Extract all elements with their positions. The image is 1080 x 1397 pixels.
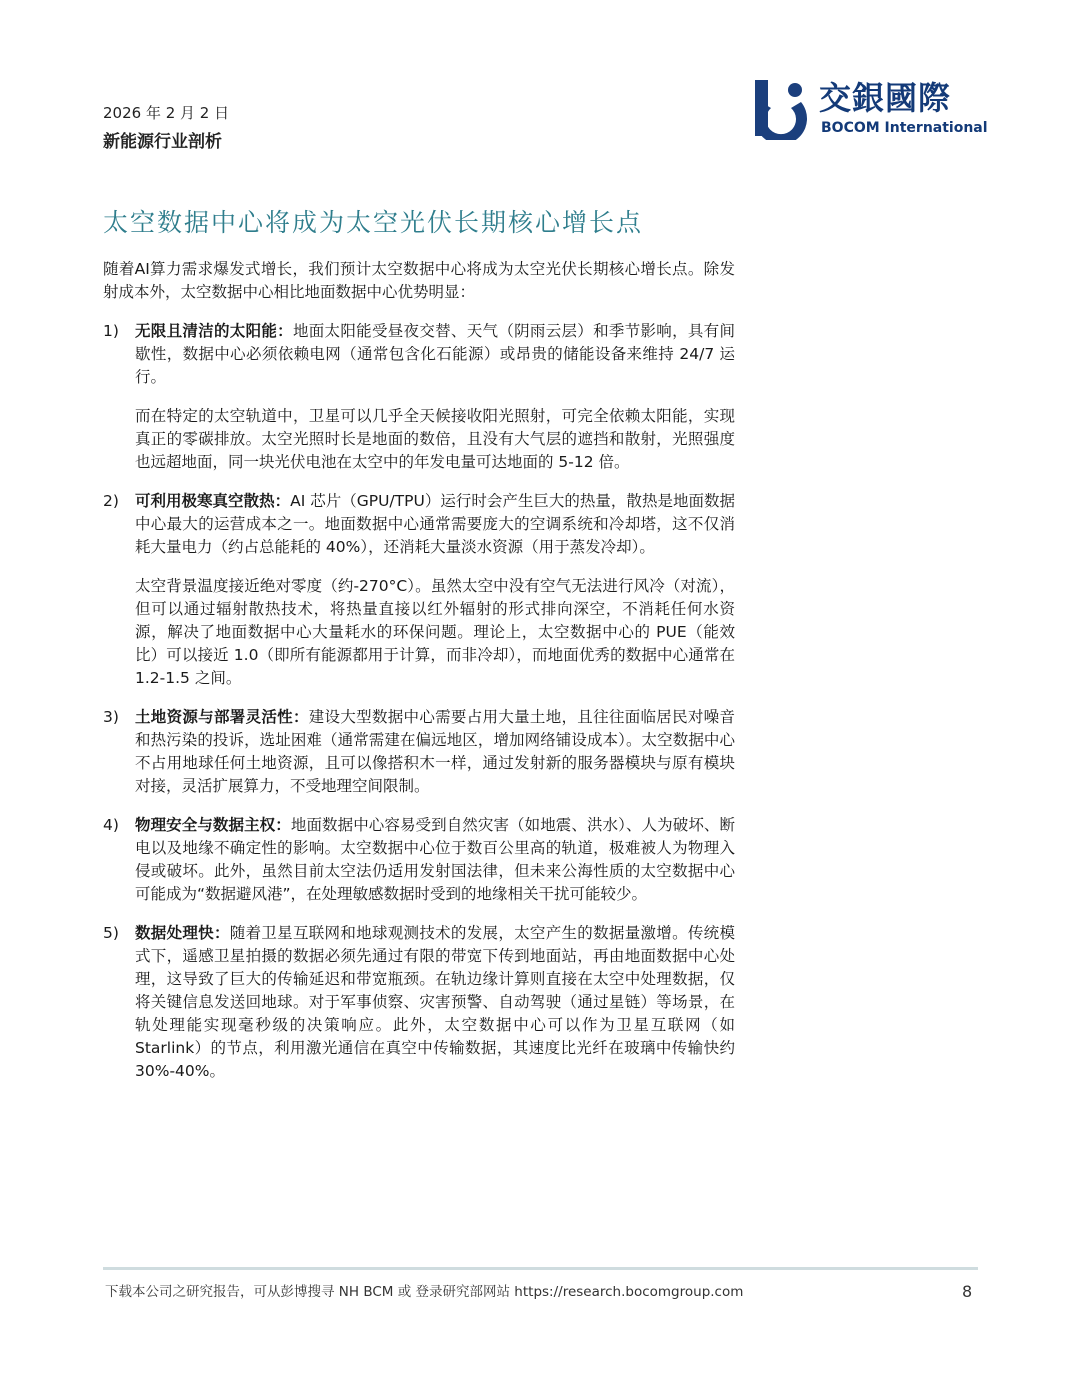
item-paragraph xyxy=(135,490,735,559)
item-number: 1) xyxy=(103,322,119,340)
footer-divider xyxy=(103,1267,978,1270)
item-paragraph xyxy=(135,320,735,389)
logo-name-cn: 交銀國際 xyxy=(819,79,952,117)
item-number: 4) xyxy=(103,816,119,834)
item-heading: 物理安全与数据主权： xyxy=(135,816,291,834)
page-number: 8 xyxy=(962,1282,973,1301)
item-extra-paragraph: 太空背景温度接近绝对零度（约-270°C）。虽然太空中没有空气无法进行风冷（对流），但可以通过辐射散热技术，将热量直接以红外辐射的形式排向深空，不消耗任何水资源，解决了地面数据中心大量耗水的环保问题。理论上，太空数据中心的 PUE（能效比）可以接近 1.0（即所有能源都用于计算，而非冷却），而地面优秀的数据中心通常在 1.2-1.5 之间。 xyxy=(135,577,735,687)
item-number: 3) xyxy=(103,708,119,726)
report-date: 2026 年 2 月 2 日 xyxy=(103,104,230,122)
item-heading: 无限且清洁的太阳能： xyxy=(135,322,293,340)
item-text: 建设大型数据中心需要占用大量土地，且往往面临居民对噪音和热污染的投诉，选址困难（通常需建在偏远地区，增加网络铺设成本）。太空数据中心不占用地球任何土地资源，且可以像搭积木一样，通过发射新的服务器模块与原有模块对接，灵活扩展算力，不受地理空间限制。 xyxy=(135,708,735,795)
item-number: 5) xyxy=(103,924,119,942)
item-paragraph xyxy=(135,814,735,906)
bocom-logo xyxy=(755,78,988,140)
item-paragraph xyxy=(135,706,735,798)
list-item xyxy=(103,814,735,906)
report-body xyxy=(103,258,735,1099)
section-title: 太空数据中心将成为太空光伏长期核心增长点 xyxy=(103,208,644,237)
item-text: 随着卫星互联网和地球观测技术的发展，太空产生的数据量激增。传统模式下，遥感卫星拍摄的数据必须先通过有限的带宽下传到地面站，再由地面数据中心处理，这导致了巨大的传输延迟和带宽瓶颈。在轨边缘计算则直接在太空中处理数据，仅将关键信息发送回地球。对于军事侦察、灾害预警、自动驾驶（通过星链）等场景，在轨处理能实现毫秒级的决策响应。此外，太空数据中心可以作为卫星互联网（如 Starlink）的节点，利用激光通信在真空中传输数据，其速度比光纤在玻璃中传输快约 30%-40%。 xyxy=(135,924,735,1080)
bocom-logo-mark-icon xyxy=(755,78,815,140)
list-item xyxy=(103,706,735,798)
item-extra-paragraph: 而在特定的太空轨道中，卫星可以几乎全天候接收阳光照射，可完全依赖太阳能，实现真正的零碳排放。太空光照时长是地面的数倍，且没有大气层的遮挡和散射，光照强度也远超地面，同一块光伏电池在太空中的年发电量可达地面的 5-12 倍。 xyxy=(135,407,735,471)
logo-name-en: BOCOM International xyxy=(821,120,988,136)
item-text: AI 芯片（GPU/TPU）运行时会产生巨大的热量，散热是地面数据中心最大的运营成本之一。地面数据中心通常需要庞大的空调系统和冷却塔，这不仅消耗大量电力（约占总能耗的 40%），还消耗大量淡水资源（用于蒸发冷却）。 xyxy=(135,492,735,556)
intro-paragraph: 随着AI算力需求爆发式增长，我们预计太空数据中心将成为太空光伏长期核心增长点。除发射成本外，太空数据中心相比地面数据中心优势明显： xyxy=(103,260,735,301)
footer-disclaimer: 下载本公司之研究报告，可从彭博搜寻 NH BCM 或 登录研究部网站 https://research.bocomgroup.com xyxy=(105,1284,744,1300)
item-heading: 可利用极寒真空散热： xyxy=(135,492,291,510)
item-text: 地面太阳能受昼夜交替、天气（阴雨云层）和季节影响，具有间歇性，数据中心必须依赖电网（通常包含化石能源）或昂贵的储能设备来维持 24/7 运行。 xyxy=(135,322,735,386)
list-item xyxy=(103,922,735,1083)
item-heading: 数据处理快： xyxy=(135,924,230,942)
item-number: 2) xyxy=(103,492,119,510)
list-item xyxy=(103,320,735,474)
item-heading: 土地资源与部署灵活性： xyxy=(135,708,309,726)
item-paragraph xyxy=(135,922,735,1083)
report-category: 新能源行业剖析 xyxy=(103,132,222,152)
item-text: 地面数据中心容易受到自然灾害（如地震、洪水）、人为破坏、断电以及地缘不确定性的影响。太空数据中心位于数百公里高的轨道，极难被人为物理入侵或破坏。此外，虽然目前太空法仍适用发射国法律，但未来公海性质的太空数据中心可能成为“数据避风港”，在处理敏感数据时受到的地缘相关干扰可能较少。 xyxy=(135,816,735,903)
list-item xyxy=(103,490,735,690)
